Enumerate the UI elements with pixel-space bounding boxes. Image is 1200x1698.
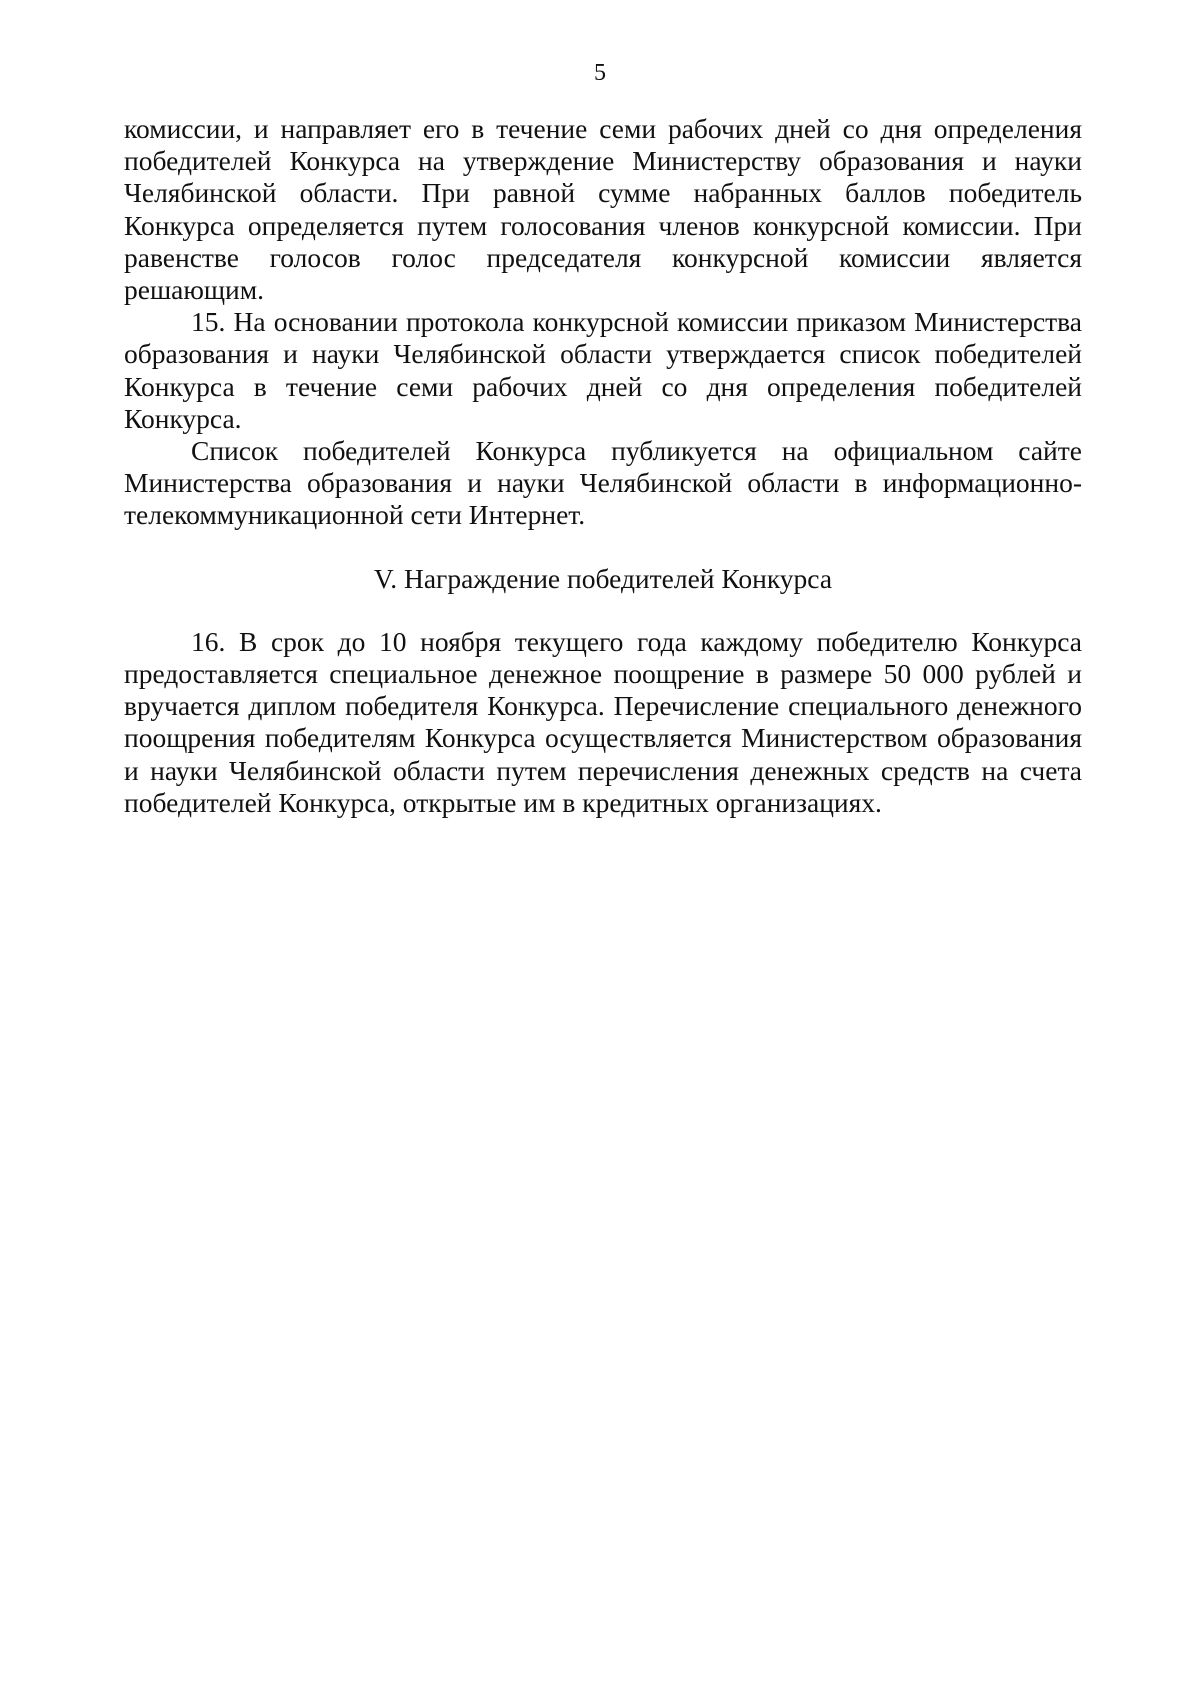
paragraph-16: 16. В срок до 10 ноября текущего года каждому победителю Конкурса предоставляется специальное денежное поощрение в размере 50 000 рублей и вручается диплом победителя Конкурса. Перечисление специального денежного поощрения победителям Конкурса осуществляется Министерством образования и науки Челябинской области путем перечисления денежных средств на счета победителей Конкурса, открытые им в кредитных организациях.: [124, 625, 1082, 818]
paragraph-continuation: комиссии, и направляет его в течение семи рабочих дней со дня определения победителей Конкурса на утверждение Министерству образования и науки Челябинской области. При равной сумме набранных баллов победитель Конкурса определяется путем голосования членов конкурсной комиссии. При равенстве голосов голос председателя конкурсной комиссии является решающим.: [124, 113, 1082, 306]
document-body: [124, 113, 1082, 819]
section-heading: V. Награждение победителей Конкурса: [373, 562, 833, 594]
paragraph-15: 15. На основании протокола конкурсной комиссии приказом Министерства образования и науки Челябинской области утверждается список победителей Конкурса в течение семи рабочих дней со дня определения победителей Конкурса.: [124, 306, 1082, 434]
paragraph-winners-list: Список победителей Конкурса публикуется на официальном сайте Министерства образования и науки Челябинской области в информационно-телекоммуникационной сети Интернет.: [124, 435, 1082, 531]
page-number: 5: [594, 60, 606, 86]
